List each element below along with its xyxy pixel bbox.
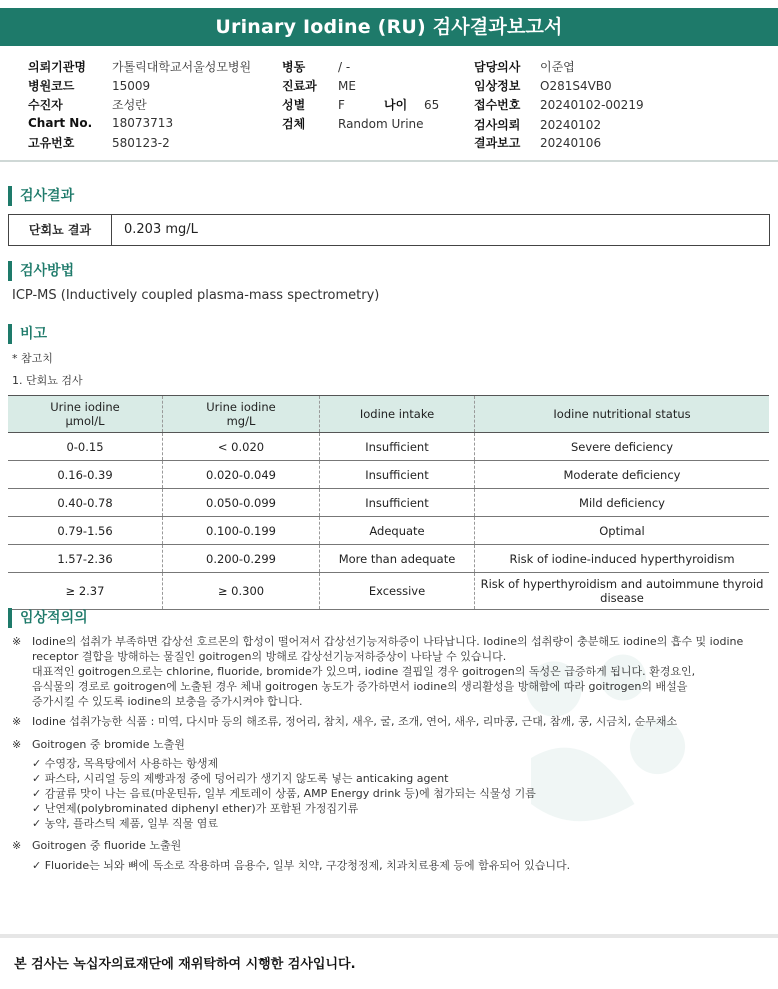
paragraph-line: receptor 결합을 방해하는 물질인 goitrogen의 방해로 갑상선기능저하증상이 나타날 수 있습니다. [32,650,507,663]
info-label: 접수번호 [474,98,521,112]
reference-note: * 참고치 [12,352,53,365]
info-value: Random Urine [338,117,424,131]
table-cell: < 0.020 [163,433,320,461]
paragraph-line: 대표적인 goitrogen으로는 chlorine, fluoride, bromide가 있으며, iodine 결핍일 경우 goitrogen의 독성은 급증하게 됩니다. 환경요인, [32,665,696,678]
bromide-list [32,756,536,831]
paragraph-line: 음식물의 경로로 goitrogen에 노출된 경우 체내 goitrogen 농도가 증가하면서 iodine의 생리활성을 방해함에 따라 goitrogen의 배설을 [32,680,688,693]
info-label: 의뢰기관명 [28,60,86,74]
info-value: 18073713 [112,116,174,130]
info-value: O281S4VB0 [540,79,612,93]
table-cell: 0.020-0.049 [163,461,320,489]
section-heading-result: 검사결과 [8,186,74,206]
info-value: 65 [424,98,440,112]
info-department [282,77,356,94]
info-label: Chart No. [28,116,93,130]
table-cell: Optimal [475,517,770,545]
table-cell: Moderate deficiency [475,461,770,489]
note-mark: ※ [12,635,22,648]
info-age [384,96,439,113]
info-unique-id [28,134,170,151]
info-label: 담당의사 [474,60,521,74]
info-label: 검체 [282,117,306,131]
clinical-paragraph-4 [12,838,762,853]
footer-divider [0,934,778,938]
clinical-paragraph-1 [12,634,762,709]
table-cell: 0.16-0.39 [8,461,163,489]
note-mark: ※ [12,715,22,728]
info-value: 가톨릭대학교서울성모병원 [112,60,252,74]
sub-note: 1. 단회뇨 검사 [12,374,83,387]
info-hospital-code [28,77,150,94]
table-cell: 0.100-0.199 [163,517,320,545]
table-cell: 0.40-0.78 [8,489,163,517]
section-heading-remarks: 비고 [8,324,47,344]
table-header-row [8,396,769,433]
list-item: ✓ 수영장, 목욕탕에서 사용하는 항생제 [32,757,219,770]
table-cell: Excessive [320,573,475,610]
fluoride-list [32,858,570,873]
divider [0,160,778,162]
info-value: 이준엽 [540,60,575,74]
table-cell: 0.200-0.299 [163,545,320,573]
table-cell: Mild deficiency [475,489,770,517]
list-item: ✓ Fluoride는 뇌와 뼈에 독소로 작용하며 음용수, 일부 치약, 구강청정제, 치과치료용제 등에 함유되어 있습니다. [32,859,571,872]
clinical-paragraph-3 [12,737,762,752]
info-value: 20240102 [540,118,602,132]
info-receipt-no [474,96,644,113]
footer-note: 본 검사는 녹십자의료재단에 재위탁하여 시행한 검사입니다. [14,957,356,972]
info-label: 병원코드 [28,79,75,93]
info-label: 성별 [282,98,306,112]
column-header: Urine iodine μmol/L [8,396,163,433]
info-physician [474,58,575,75]
list-item: ✓ 난연제(polybrominated diphenyl ether)가 포함된 가정집기류 [32,802,359,815]
table-row [8,489,769,517]
info-label: 수진자 [28,98,63,112]
table-cell: More than adequate [320,545,475,573]
info-specimen [282,115,424,132]
table-cell: Insufficient [320,489,475,517]
info-value: F [338,98,345,112]
fluoride-heading: Goitrogen 중 fluoride 노출원 [32,839,182,852]
info-requesting-institution [28,58,251,75]
table-cell: Severe deficiency [475,433,770,461]
info-value: 580123-2 [112,136,170,150]
clinical-paragraph-2 [12,714,762,729]
table-cell: ≥ 2.37 [8,573,163,610]
bromide-heading: Goitrogen 중 bromide 노출원 [32,738,185,751]
table-row [8,433,769,461]
column-header: Iodine intake [320,396,475,433]
info-report-date [474,134,601,151]
method-text: ICP-MS (Inductively coupled plasma-mass spectrometry) [12,288,380,303]
report-title: Urinary Iodine (RU) 검사결과보고서 [0,8,778,46]
info-request-date [474,116,601,133]
result-value: 0.203 mg/L [124,222,198,237]
list-item: ✓ 파스타, 시리얼 등의 제빵과정 중에 덩어리가 생기지 않도록 넣는 anticaking agent [32,772,449,785]
paragraph-line: Iodine의 섭취가 부족하면 갑상선 호르몬의 합성이 떨어져서 갑상선기능저하증이 나타납니다. Iodine의 섭취량이 충분해도 iodine의 흡수 및 iodine [32,635,744,648]
info-label: 검사의뢰 [474,118,521,132]
info-label: 병동 [282,60,306,74]
list-item: ✓ 농약, 플라스틱 제품, 일부 직물 염료 [32,817,218,830]
info-label: 임상정보 [474,79,521,93]
info-value: / - [338,60,351,74]
table-cell: 0.050-0.099 [163,489,320,517]
info-sex [282,96,345,113]
table-cell: Adequate [320,517,475,545]
table-cell: Insufficient [320,461,475,489]
foods-text: Iodine 섭취가능한 식품 : 미역, 다시마 등의 해조류, 정어리, 참치, 새우, 굴, 조개, 연어, 새우, 리마콩, 근대, 참깨, 콩, 시금치, 순무채소 [32,715,678,728]
note-mark: ※ [12,738,22,751]
table-row [8,545,769,573]
info-ward [282,58,350,75]
table-row [8,517,769,545]
info-label: 결과보고 [474,136,521,150]
section-heading-method: 검사방법 [8,261,74,281]
reference-table [8,395,769,610]
table-cell: Insufficient [320,433,475,461]
info-chart-no [28,116,173,130]
info-label: 진료과 [282,79,317,93]
column-header: Urine iodine mg/L [163,396,320,433]
table-cell: 1.57-2.36 [8,545,163,573]
table-cell: Risk of iodine-induced hyperthyroidism [475,545,770,573]
section-heading-clinical: 임상적의의 [8,608,88,628]
info-clinical-info [474,77,612,94]
table-cell: 0-0.15 [8,433,163,461]
info-value: ME [338,79,356,93]
column-header: Iodine nutritional status [475,396,770,433]
table-cell: 0.79-1.56 [8,517,163,545]
info-label: 나이 [384,98,408,112]
result-box [8,214,770,246]
info-value: 조성란 [112,98,147,112]
info-patient-name [28,96,147,113]
info-label: 고유번호 [28,136,75,150]
list-item: ✓ 감귤류 맛이 나는 음료(마운틴듀, 일부 게토레이 상품, AMP Energy drink 등)에 첨가되는 식물성 기름 [32,787,536,800]
info-value: 20240106 [540,136,602,150]
result-label: 단회뇨 결과 [9,215,112,245]
table-cell: Risk of hyperthyroidism and autoimmune thyroid disease [475,573,770,610]
note-mark: ※ [12,839,22,852]
paragraph-line: 증가시킬 수 있도록 iodine의 보충을 증가시켜야 합니다. [32,695,303,708]
info-value: 15009 [112,79,151,93]
table-cell: ≥ 0.300 [163,573,320,610]
table-row [8,461,769,489]
table-row [8,573,769,610]
info-value: 20240102-00219 [540,98,644,112]
